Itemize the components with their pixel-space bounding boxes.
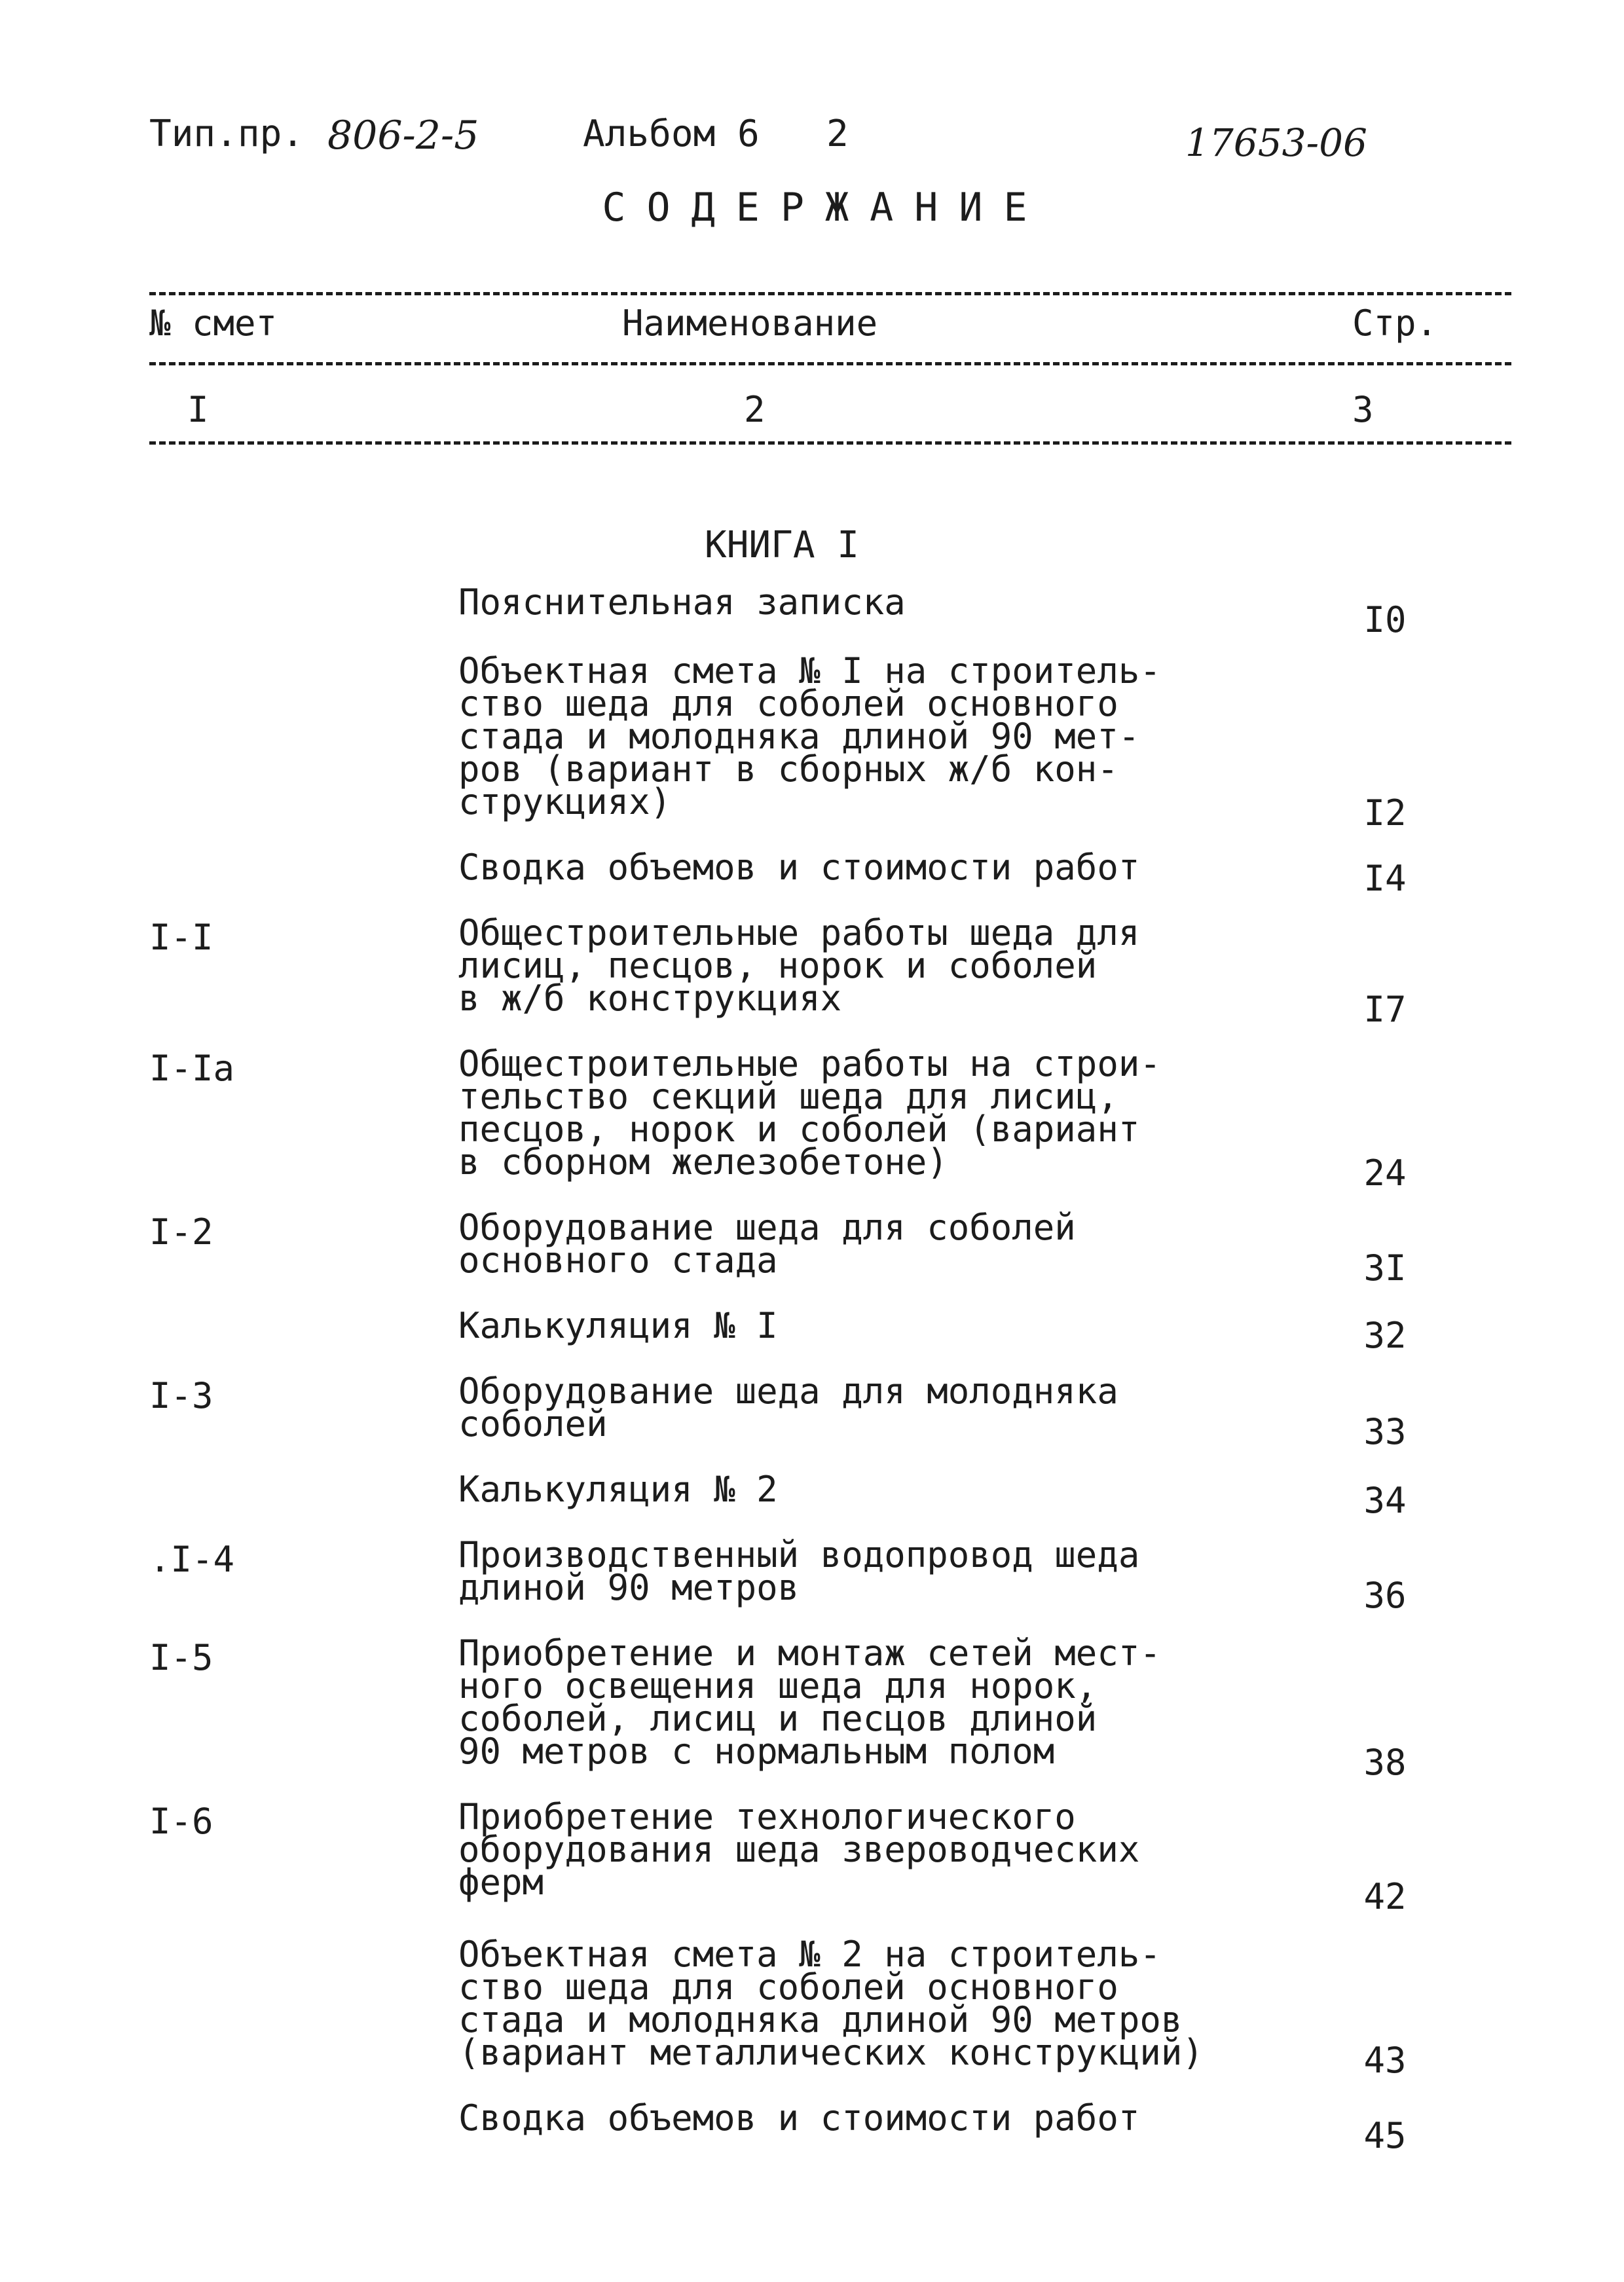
page-number: 36 bbox=[1363, 1575, 1407, 1616]
col-header-name: Наименование bbox=[622, 303, 878, 344]
description-line: длиной 90 метров bbox=[458, 1567, 800, 1608]
estimate-code: I-3 bbox=[149, 1375, 213, 1416]
page-number: 42 bbox=[1363, 1876, 1407, 1917]
description-line: Объектная смета № I на строитель- bbox=[458, 650, 1161, 691]
estimate-code: .I-4 bbox=[149, 1539, 235, 1580]
page-number: I7 bbox=[1363, 989, 1407, 1030]
page-number: I4 bbox=[1363, 858, 1407, 899]
description-line: ство шеда для соболей основного bbox=[458, 1966, 1118, 2008]
page-number: I2 bbox=[1363, 792, 1407, 834]
description-line: Оборудование шеда для соболей bbox=[458, 1207, 1076, 1248]
entry-description bbox=[458, 1632, 1244, 1772]
description-line: ного освещения шеда для норок, bbox=[458, 1665, 1098, 1706]
description-line: лисиц, песцов, норок и соболей bbox=[458, 945, 1098, 986]
description-line: тельство секций шеда для лисиц, bbox=[458, 1076, 1118, 1117]
page-number: 38 bbox=[1363, 1742, 1407, 1783]
sheet-number: 2 bbox=[826, 113, 849, 155]
entry-description bbox=[458, 1207, 1244, 1281]
description-line: Сводка объемов и стоимости работ bbox=[458, 847, 1140, 888]
page-number: 33 bbox=[1363, 1411, 1407, 1452]
description-line: ров (вариант в сборных ж/б кон- bbox=[458, 748, 1118, 790]
description-line: ство шеда для соболей основного bbox=[458, 683, 1118, 724]
estimate-code: I-Iа bbox=[149, 1048, 235, 1089]
description-line: песцов, норок и соболей (вариант bbox=[458, 1109, 1140, 1150]
estimate-code: I-5 bbox=[149, 1637, 213, 1678]
estimate-code: I-I bbox=[149, 917, 213, 958]
entry-description bbox=[458, 650, 1244, 822]
page-number: 43 bbox=[1363, 2040, 1407, 2081]
description-line: Общестроительные работы шеда для bbox=[458, 912, 1140, 953]
entry-description bbox=[458, 2097, 1244, 2139]
description-line: стада и молодняка длиной 90 мет- bbox=[458, 716, 1140, 757]
entry-description bbox=[458, 1534, 1244, 1608]
page-number: 34 bbox=[1363, 1480, 1407, 1521]
top-rule bbox=[149, 292, 1511, 295]
description-line: Сводка объемов и стоимости работ bbox=[458, 2097, 1140, 2139]
description-line: соболей, лисиц и песцов длиной bbox=[458, 1698, 1098, 1739]
description-line: Оборудование шеда для молодняка bbox=[458, 1371, 1118, 1412]
page-number: I0 bbox=[1363, 599, 1407, 640]
entry-description bbox=[458, 1469, 1244, 1510]
col-number-1: I bbox=[187, 389, 209, 430]
col-number-3: 3 bbox=[1352, 389, 1374, 430]
header-rule bbox=[149, 362, 1511, 365]
page-number: 24 bbox=[1363, 1152, 1407, 1194]
entry-description bbox=[458, 1371, 1244, 1445]
description-line: Калькуляция № 2 bbox=[458, 1469, 778, 1510]
description-line: в сборном железобетоне) bbox=[458, 1141, 948, 1183]
entry-description bbox=[458, 1305, 1244, 1346]
page-number: 3I bbox=[1363, 1247, 1407, 1289]
page-number: 32 bbox=[1363, 1315, 1407, 1356]
document-number: 17653-06 bbox=[1185, 120, 1367, 165]
col-header-estimate-no: № смет bbox=[149, 303, 278, 344]
description-line: Приобретение и монтаж сетей мест- bbox=[458, 1632, 1161, 1674]
project-number: 806-2-5 bbox=[327, 113, 479, 158]
bottom-rule bbox=[149, 441, 1511, 445]
description-line: оборудования шеда звероводческих bbox=[458, 1829, 1140, 1870]
col-header-page: Стр. bbox=[1352, 303, 1438, 344]
description-line: 90 метров с нормальным полом bbox=[458, 1731, 1055, 1772]
page-number: 45 bbox=[1363, 2115, 1407, 2156]
description-line: соболей bbox=[458, 1403, 608, 1445]
description-line: стада и молодняка длиной 90 метров bbox=[458, 1999, 1183, 2040]
entry-description bbox=[458, 581, 1244, 623]
book-title: КНИГА I bbox=[705, 524, 860, 566]
description-line: Общестроительные работы на строи- bbox=[458, 1043, 1161, 1084]
album-label: Альбом 6 bbox=[583, 113, 760, 155]
entry-description bbox=[458, 1934, 1244, 2073]
description-line: Пояснительная записка bbox=[458, 581, 906, 623]
description-line: Производственный водопровод шеда bbox=[458, 1534, 1140, 1575]
col-number-2: 2 bbox=[744, 389, 766, 430]
entry-description bbox=[458, 1796, 1244, 1903]
description-line: ферм bbox=[458, 1862, 544, 1903]
description-line: Объектная смета № 2 на строитель- bbox=[458, 1934, 1161, 1975]
entry-description bbox=[458, 912, 1244, 1019]
description-line: (вариант металлических конструкций) bbox=[458, 2032, 1204, 2073]
description-line: Приобретение технологического bbox=[458, 1796, 1076, 1837]
description-line: струкциях) bbox=[458, 781, 672, 822]
description-line: основного стада bbox=[458, 1240, 778, 1281]
entry-description bbox=[458, 847, 1244, 888]
doc-type-prefix: Тип.пр. bbox=[149, 113, 304, 155]
entry-description bbox=[458, 1043, 1244, 1183]
estimate-code: I-6 bbox=[149, 1801, 213, 1842]
estimate-code: I-2 bbox=[149, 1211, 213, 1253]
description-line: в ж/б конструкциях bbox=[458, 978, 842, 1019]
description-line: Калькуляция № I bbox=[458, 1305, 778, 1346]
contents-title: СОДЕРЖАНИЕ bbox=[602, 185, 1048, 230]
